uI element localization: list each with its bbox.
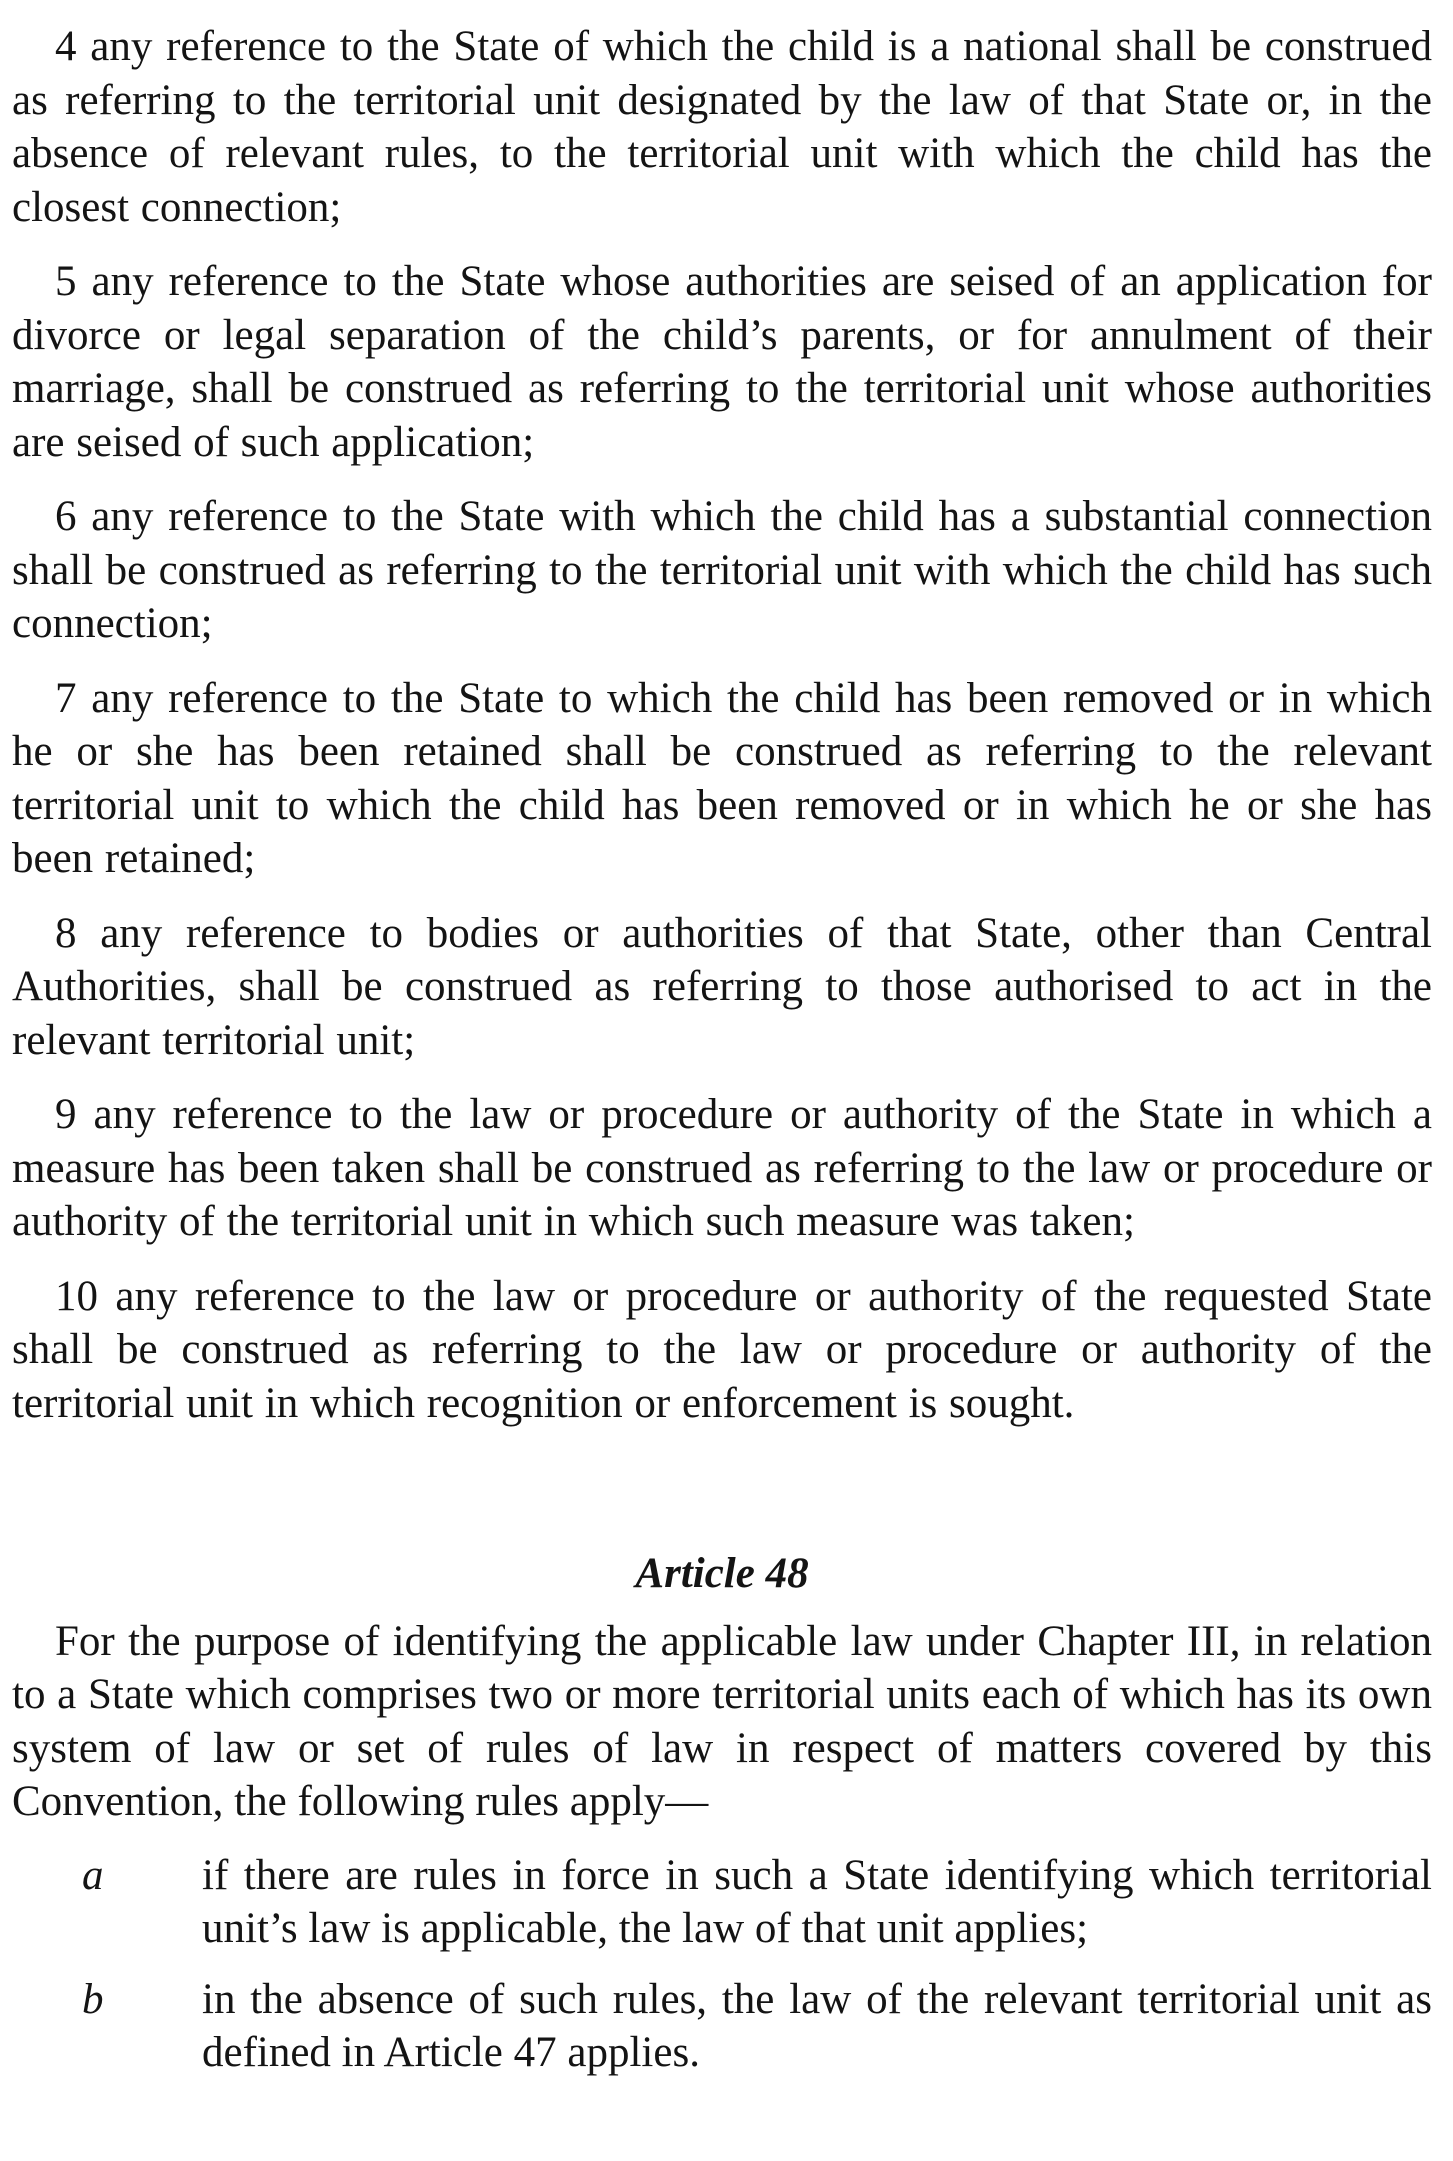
article-intro: For the purpose of identifying the applicable law under Chapter III, in relation to a State which comprises two or more territorial units each of which has its own system of law or set of rules of law in respect of matters covered by this Convention, the following rules apply— [12, 1617, 1432, 1825]
paragraph-4: 4 any reference to the State of which the child is a national shall be construed as referring to the territorial unit designated by the law of that State or, in the absence of relevant rules, to the territorial unit with which the child has the closest connection; [12, 23, 1432, 231]
article-heading: Article 48 [635, 1550, 809, 1597]
document-page [12, 20, 1432, 2097]
paragraph-8: 8 any reference to bodies or authorities of that State, other than Central Authorities, shall be construed as referring to those authorised to act in the relevant territorial unit; [12, 909, 1432, 1064]
section-spacer [12, 1451, 1432, 1547]
paragraph-5: 5 any reference to the State whose authorities are seised of an application for divorce or legal separation of the child’s parents, or for annulment of their marriage, shall be construed as referring to the territorial unit whose authorities are seised of such application; [12, 258, 1432, 466]
paragraph-6: 6 any reference to the State with which the child has a substantial connection shall be construed as referring to the territorial unit with which the child has such connection; [12, 493, 1432, 647]
list-item-text: in the absence of such rules, the law of the relevant territorial unit as defined in Article 47 applies. [202, 1975, 1432, 2076]
list-item-a [12, 1849, 1432, 1956]
paragraph-7: 7 any reference to the State to which the child has been removed or in which he or she has been retained shall be construed as referring to the relevant territorial unit to which the child has been removed or in which he or she has been retained; [12, 674, 1432, 882]
paragraph-9: 9 any reference to the law or procedure or authority of the State in which a measure has been taken shall be construed as referring to the law or procedure or authority of the territorial unit in which such measure was taken; [12, 1091, 1432, 1245]
paragraph-10: 10 any reference to the law or procedure or authority of the requested State shall be construed as referring to the law or procedure or authority of the territorial unit in which recognition or enforcement is sought. [12, 1272, 1432, 1427]
list-item-text: if there are rules in force in such a State identifying which territorial unit’s law is applicable, the law of that unit applies; [202, 1851, 1432, 1952]
list-item-letter: a [82, 1851, 104, 1899]
list-item-letter: b [82, 1975, 104, 2023]
list-item-b [12, 1973, 1432, 2080]
